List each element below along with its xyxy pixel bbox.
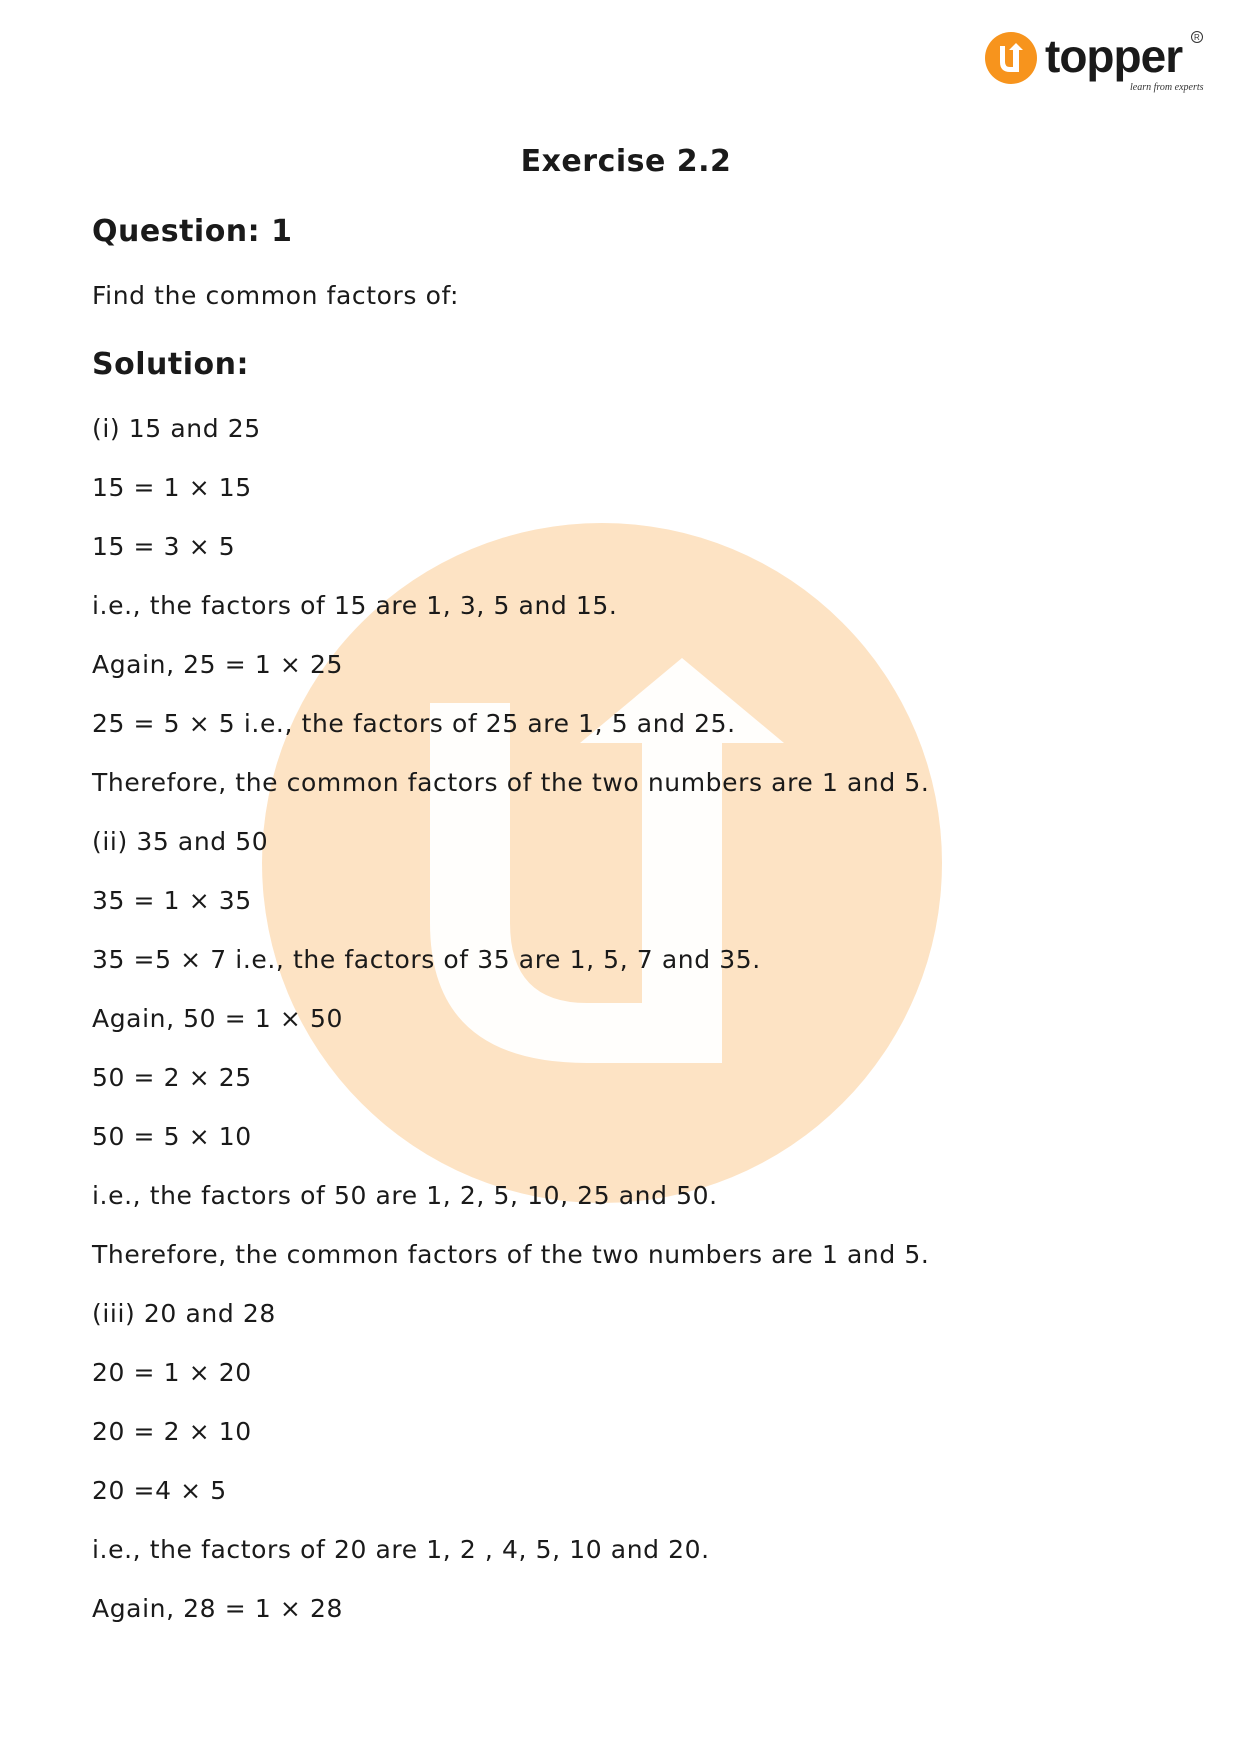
logo-circle-icon — [985, 32, 1037, 84]
solution-line: 20 =4 × 5 — [92, 1476, 227, 1505]
solution-line: 50 = 5 × 10 — [92, 1122, 252, 1151]
solution-line: 35 =5 × 7 i.e., the factors of 35 are 1, 5, 7 and 35. — [92, 945, 761, 974]
solution-line: 35 = 1 × 35 — [92, 886, 252, 915]
registered-mark: R — [1194, 33, 1200, 42]
solution-line: Again, 28 = 1 × 28 — [92, 1594, 343, 1623]
solution-line: 15 = 3 × 5 — [92, 532, 236, 561]
question-text: Find the common factors of: — [92, 281, 460, 310]
solution-line: 20 = 2 × 10 — [92, 1417, 252, 1446]
solution-line: (i) 15 and 25 — [92, 414, 261, 443]
solution-heading: Solution: — [92, 347, 249, 382]
solution-line: 50 = 2 × 25 — [92, 1063, 252, 1092]
solution-line: Again, 50 = 1 × 50 — [92, 1004, 343, 1033]
watermark-logo — [262, 523, 942, 1203]
topper-logo — [985, 30, 1205, 98]
solution-line: Therefore, the common factors of the two numbers are 1 and 5. — [92, 1240, 930, 1269]
solution-line: Therefore, the common factors of the two numbers are 1 and 5. — [92, 768, 930, 797]
question-heading: Question: 1 — [92, 214, 293, 249]
solution-line: i.e., the factors of 15 are 1, 3, 5 and 15. — [92, 591, 618, 620]
solution-line: i.e., the factors of 20 are 1, 2 , 4, 5, 10 and 20. — [92, 1535, 710, 1564]
solution-line: (ii) 35 and 50 — [92, 827, 269, 856]
solution-line: 15 = 1 × 15 — [92, 473, 252, 502]
logo-tagline: learn from experts — [1130, 82, 1204, 93]
solution-line: 25 = 5 × 5 i.e., the factors of 25 are 1, 5 and 25. — [92, 709, 736, 738]
exercise-title: Exercise 2.2 — [520, 144, 732, 179]
solution-line: 20 = 1 × 20 — [92, 1358, 252, 1387]
logo-text: topper — [1045, 30, 1183, 82]
solution-line: i.e., the factors of 50 are 1, 2, 5, 10, 25 and 50. — [92, 1181, 718, 1210]
solution-line: Again, 25 = 1 × 25 — [92, 650, 343, 679]
solution-line: (iii) 20 and 28 — [92, 1299, 276, 1328]
